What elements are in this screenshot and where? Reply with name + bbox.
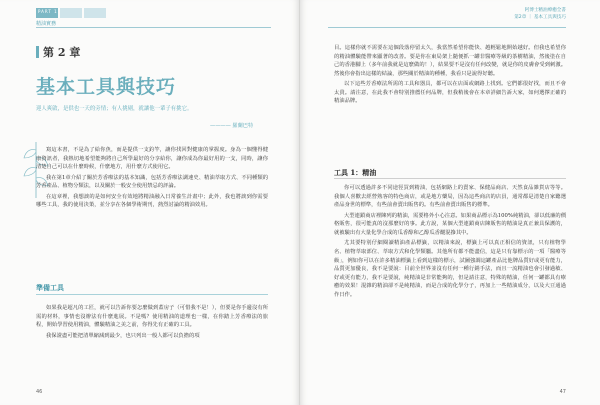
header-tab-label: PART 1	[38, 9, 58, 14]
page-number: 47	[559, 389, 566, 395]
paragraph: 目。這樣你就不需要在這個段落停留太久，我當然希望你能快、越輕鬆地開始越好。但我也希望你的精油體驗能帶來顯著的改善。要是你在東局架上隨便抓一罐非醫療等級的茶樹精油，然後塗在自己的香港腳上（多年前我就是這麼做的！），結果要不是沒有任何改變，就是你的皮膚會受到刺激。然後你會指出這樣的結論，那些關於精油的種種，我看只是說得好聽。	[334, 45, 566, 77]
paragraph: 我保證盡可能把清單縮減到最少，也只列出一般人都可以負擔的項	[46, 332, 200, 339]
quote-author: ———— 羅蘭巴特	[210, 123, 254, 129]
chapter-quote: 迎人爽啟，是供也一天的旁情；有人挑剔，就讓他一輩子有挑它。	[36, 106, 193, 112]
header-tab	[84, 8, 106, 18]
chapter-title: 基本工具與技巧	[36, 76, 177, 98]
paragraph: 寫這本書，不是為了給你魚，而是提供一支釣竿，讓你找回對健康的掌握度。身為一個懂得健康資訊者，我熱切地希望能夠將自己所學最好的分享給你，讓你成為你最好用的一支，同時，讓你清楚自己可以在什麼時候，什麼地方，用什麼方式使用它。	[36, 147, 268, 171]
intro-paragraphs	[36, 146, 268, 210]
chapter-marker	[36, 46, 39, 58]
chapter-header: 第2章 ｜ 基本工具與技巧	[514, 14, 566, 20]
paragraph: 我在第1章介紹了關於芳香療法的基本知識，包括芳香療法調速史、精油萃取方式、不同種類的芳香產品、植物分類法，以及關於一般安全使用禁忌的評論。	[36, 174, 268, 190]
paragraph: 大型連鎖商店裡陳列的精油，需要格外小心注意。如果商品標示為100%純精油，卻以低廉的價格販售，很可能真的沒那麼好的事。此方說，某個大型連鎖商店陳販售的精油是真正兼具保護的，就被驗出有大量化學合成的瓜香醇和乙醇瓜香醚混摻其中。	[334, 212, 566, 236]
paragraph: 你可以透過許多不同途徑買到精油，包括網路上的賣家、保健品商店、天然食品雜貨店等等。我個人喜歡去經營熟客的特色商店，或是地方藥局，因為這些商店的店員，通常都是清楚自家聽選產品身世的標準，有些前會賣出販售的。有些前會賣出販售的標準。	[334, 185, 566, 209]
book-title: 阿博士精油療癒全書	[524, 8, 566, 13]
tool-paragraphs	[334, 184, 566, 300]
page-number: 46	[36, 389, 43, 395]
header-subtitle: 精油實務	[36, 21, 57, 27]
tools-paragraphs	[36, 304, 268, 340]
paragraph: 在這章裡，我想談的是如何安全有效地將精油融入日常養生計畫中；此外，我也將談到你需要哪些工具，我的使用決策，並分享在各個學術期刊，熱烈討論的精油效用。	[36, 193, 268, 209]
tool-heading: 工具 1：精油	[334, 168, 377, 177]
section-divider	[36, 294, 268, 295]
header-divider	[328, 27, 566, 28]
paragraph: 以下這些芳香療法所需的工具和器具，都可以在店面或網路上找到。它們都很好找，而且不會太貴。請注意，在此我不會特別推薦任何品牌，但我稍後會在本章詳細告訴大家，如何選擇正確的精油品牌。	[334, 81, 566, 105]
section-heading: 準備工具	[36, 283, 64, 292]
running-header	[514, 8, 566, 22]
paragraph: 如果我是超凡的工匠，就可以告訴你要怎麼做到蓋房子（可惜我不是！），但要是你手邊沒有所需的材料，事情也沒辦法有什麼進展。不是嗎？使用精油的道理也一樣，在你踏上芳香療法的旅程，開始學習使用精油，體驗精油之美之前，你得先有正確的工具。	[36, 305, 268, 329]
header-divider	[36, 27, 271, 28]
right-page	[300, 0, 600, 405]
chapter-number: 第 2 章	[43, 46, 81, 59]
chapter-label	[36, 44, 80, 60]
paragraph: 尤其要特別仔細閱讀精油產品標籤，以精油來說，標籤上可以真正相信的資訊，只有植物學名、植物萃取部位、萃取方式和化學類屬。其他所有都不能盡信，這是只有靠標示的一項「醫療等級」，例如你可以在許多精油標籤上看到這樣的標示，試圖強調這罐產品比他牌品質好或更有能力，品質更加優良，我不是要說：目前全世界並沒有任何一種行銷手法，而且一流精油也會引發過敏、好或更有能力，我不是要說，純精油是非常能夠的，但是請注意，特殊的精油，任何一罐都具有療癒的效果！混雜的精油卻不是純精油，而是合成的化學分子，再加上一些精油成分，以及大豆通過作日作。	[334, 240, 566, 298]
tool-divider	[334, 178, 566, 179]
continued-paragraphs	[334, 44, 566, 106]
header-tab	[60, 8, 82, 18]
